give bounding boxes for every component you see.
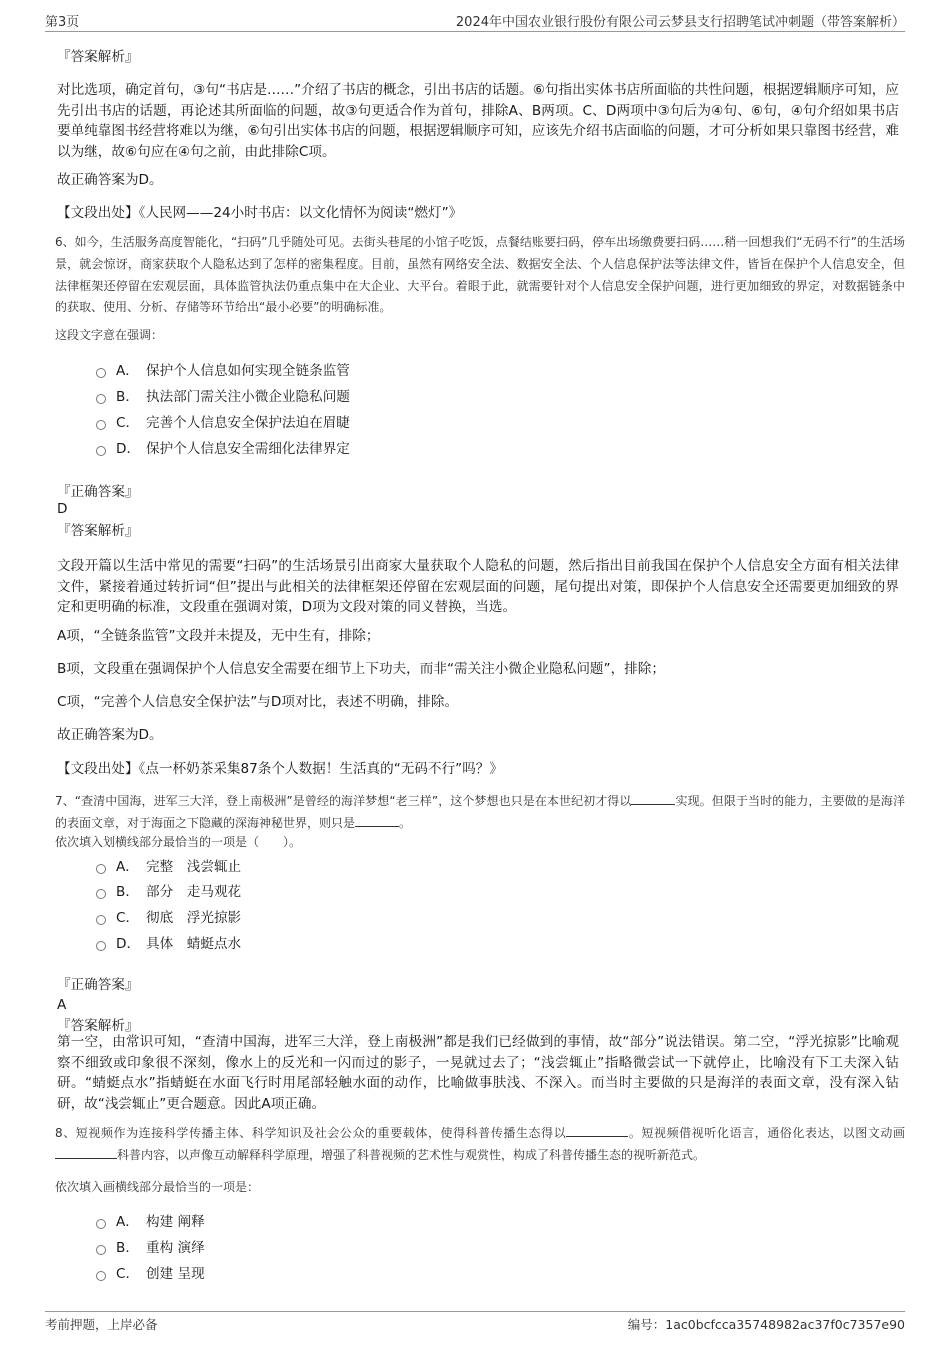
q7-prompt: 依次填入划横线部分最恰当的一项是（ ）。 xyxy=(55,835,302,849)
q7-option-d[interactable] xyxy=(96,934,241,954)
q6-option-b[interactable] xyxy=(96,387,350,407)
option-label: B． xyxy=(116,884,139,900)
option-text: 部分 走马观花 xyxy=(146,884,242,900)
q6-analysis-label: 『答案解析』 xyxy=(57,523,139,539)
option-text: 具体 蜻蜓点水 xyxy=(146,936,242,952)
option-label: D． xyxy=(116,936,141,952)
footer-slogan: 考前押题，上岸必备 xyxy=(45,1317,158,1332)
radio-icon[interactable] xyxy=(96,1271,106,1281)
q6-option-c[interactable] xyxy=(96,413,350,433)
footer-code-label: 编号： xyxy=(627,1317,666,1332)
q5-conclusion: 故正确答案为D。 xyxy=(57,172,163,188)
radio-icon[interactable] xyxy=(96,915,106,925)
q7-analysis: 第一空，由常识可知，“查清中国海，进军三大洋，登上南极洲”都是我们已经做到的事情，故“部分”说法错误。第二空，“浮光掠影”比喻观察不细致或印象很不深刻，像水上的反光和一闪而过的影子，一晃就过去了；“浅尝辄止”指略微尝试一下就停止，比喻没有下工夫深入钻研。“蜻蜓点水”指蜻蜓在水面飞行时用尾部轻触水面的动作，比喻做事肤浅、不深入。而当时主要做的只是海洋的表面文章，没有深入钻研，故“浅尝辄止”更合题意。因此A项正确。 xyxy=(57,1034,899,1112)
q6-option-a[interactable] xyxy=(96,361,350,381)
radio-icon[interactable] xyxy=(96,864,106,874)
q8-stem-part1: 8、短视频作为连接科学传播主体、科学知识及社会公众的重要载体，使得科普传播生态得以 xyxy=(55,1126,567,1140)
q7-analysis-label: 『答案解析』 xyxy=(57,1018,139,1034)
radio-icon[interactable] xyxy=(96,420,106,430)
blank-line xyxy=(566,1124,628,1137)
option-text: 重构 演绎 xyxy=(146,1240,205,1256)
q5-analysis: 对比选项，确定首句，③句“书店是……”介绍了书店的概念，引出书店的话题。⑥句指出实体书店所面临的共性问题，根据逻辑顺序可知，应先引出书店的话题，再论述其所面临的问题，故③句更适合作为首句，排除A、B两项。C、D两项中③句后为④句、⑥句，④句介绍如果书店要单纯靠图书经营将难以为继，⑥句引出实体书店的问题，根据逻辑顺序可知，应该先介绍书店面临的问题，才可分析如果只靠图书经营，难以为继，故⑥句应在④句之前，由此排除C项。 xyxy=(57,82,899,160)
q7-stem-part2: 实现。但限于当时的能力，主要做的是海洋的表面文章，对于海面之下隐藏的深海神秘世界，则只是 xyxy=(55,794,905,830)
option-text: 彻底 浮光掠影 xyxy=(146,910,242,926)
option-label: A． xyxy=(116,363,139,379)
option-label: C． xyxy=(116,415,140,431)
q5-analysis-label: 『答案解析』 xyxy=(57,49,139,65)
option-label: A． xyxy=(116,1214,139,1230)
header-divider xyxy=(45,31,905,32)
footer-divider xyxy=(45,1311,905,1312)
option-label: B． xyxy=(116,389,139,405)
footer-code-value: 1ac0bcfcca35748982ac37f0c7357e90 xyxy=(665,1317,905,1332)
option-text: 执法部门需关注小微企业隐私问题 xyxy=(146,389,350,405)
q8-option-b[interactable] xyxy=(96,1238,205,1258)
q7-stem xyxy=(55,791,905,835)
q6-answer: D xyxy=(57,501,68,517)
q8-option-c[interactable] xyxy=(96,1264,205,1284)
option-text: 保护个人信息如何实现全链条监管 xyxy=(146,363,350,379)
page-number: 第3页 xyxy=(45,15,80,30)
option-label: C． xyxy=(116,1266,140,1282)
q7-answer: A xyxy=(57,997,67,1013)
q6-conclusion: 故正确答案为D。 xyxy=(57,727,163,743)
q8-prompt: 依次填入画横线部分最恰当的一项是： xyxy=(55,1180,260,1194)
q8-stem-part2: 。短视频借视听化语言，通俗化表达，以图文动画 xyxy=(628,1126,905,1140)
radio-icon[interactable] xyxy=(96,941,106,951)
footer-code xyxy=(628,1315,905,1333)
q7-stem-part3: 。 xyxy=(399,815,412,830)
q6-prompt: 这段文字意在强调： xyxy=(55,328,164,342)
q7-option-b[interactable] xyxy=(96,882,241,902)
radio-icon[interactable] xyxy=(96,394,106,404)
option-text: 完整 浅尝辄止 xyxy=(146,859,242,875)
option-text: 创建 呈现 xyxy=(146,1266,205,1282)
q7-answer-label: 『正确答案』 xyxy=(57,977,139,993)
q8-stem xyxy=(55,1123,905,1167)
q8-stem-part3: 科普内容，以声像互动解释科学原理，增强了科普视频的艺术性与观赏性，构成了科普传播生态的视听新范式。 xyxy=(117,1147,706,1162)
radio-icon[interactable] xyxy=(96,1219,106,1229)
option-label: B． xyxy=(116,1240,139,1256)
option-label: D． xyxy=(116,441,141,457)
document-title: 2024年中国农业银行股份有限公司云梦县支行招聘笔试冲刺题（带答案解析） xyxy=(455,15,905,30)
option-label: C． xyxy=(116,910,140,926)
q6-note-c: C项，“完善个人信息安全保护法”与D项对比，表述不明确，排除。 xyxy=(57,694,459,710)
q7-option-c[interactable] xyxy=(96,908,241,928)
q7-option-a[interactable] xyxy=(96,857,241,877)
blank-line xyxy=(631,792,675,805)
blank-line xyxy=(355,814,399,827)
radio-icon[interactable] xyxy=(96,446,106,456)
option-text: 完善个人信息安全保护法迫在眉睫 xyxy=(146,415,350,431)
radio-icon[interactable] xyxy=(96,368,106,378)
option-text: 构建 阐释 xyxy=(146,1214,205,1230)
q8-option-a[interactable] xyxy=(96,1212,205,1232)
q6-source: 【文段出处】《点一杯奶茶采集87条个人数据！生活真的“无码不行”吗？》 xyxy=(57,761,503,777)
q5-source: 【文段出处】《人民网——24小时书店：以文化情怀为阅读“燃灯”》 xyxy=(57,205,463,221)
blank-line xyxy=(55,1146,117,1159)
radio-icon[interactable] xyxy=(96,889,106,899)
q6-stem: 6、如今，生活服务高度智能化，“扫码”几乎随处可见。去街头巷尾的小馆子吃饭，点餐结账要扫码，停车出场缴费要扫码……稍一回想我们“无码不行”的生活场景，就会惊讶，商家获取个人隐私达到了怎样的密集程度。目前，虽然有网络安全法、数据安全法、个人信息保护法等法律文件，皆旨在保护个人信息安全，但法律框架还停留在宏观层面，具体监管执法仍重点集中在大企业、大平台。着眼于此，就需要针对个人信息安全保护问题，进行更加细致的界定，对数据链条中的获取、使用、分析、存储等环节给出“最小必要”的明确标准。 xyxy=(55,235,905,315)
q6-answer-label: 『正确答案』 xyxy=(57,484,139,500)
q7-stem-part1: 7、“查清中国海，进军三大洋，登上南极洲”是曾经的海洋梦想“老三样”，这个梦想也只是在本世纪初才得以 xyxy=(55,794,632,808)
q6-note-a: A项，“全链条监管”文段并未提及，无中生有，排除； xyxy=(57,628,380,644)
radio-icon[interactable] xyxy=(96,1245,106,1255)
option-label: A． xyxy=(116,859,139,875)
option-text: 保护个人信息安全需细化法律界定 xyxy=(146,441,350,457)
q6-note-b: B项，文段重在强调保护个人信息安全需要在细节上下功夫，而非“需关注小微企业隐私问题”，排除； xyxy=(57,661,665,677)
q6-option-d[interactable] xyxy=(96,439,350,459)
q6-analysis: 文段开篇以生活中常见的需要“扫码”的生活场景引出商家大量获取个人隐私的问题，然后指出目前我国在保护个人信息安全方面有相关法律文件，紧接着通过转折词“但”提出与此相关的法律框架还停留在宏观层面的问题，尾句提出对策，即保护个人信息安全还需要更加细致的界定和更明确的标准，文段重在强调对策，D项为文段对策的同义替换，当选。 xyxy=(57,558,899,615)
